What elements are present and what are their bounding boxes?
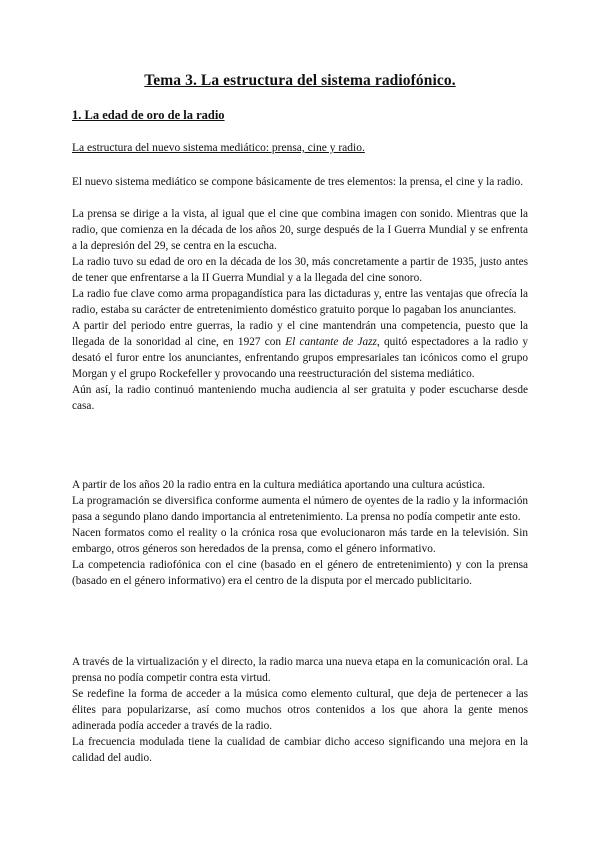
paragraph: Se redefine la forma de acceder a la música como elemento cultural, que deja de pertenecer a las élites para popularizarse, así como muchos otros contenidos a los que ahora la gente menos adinerada podía acceder a través de la radio. — [72, 688, 528, 732]
paragraph: La competencia radiofónica con el cine (basado en el género de entretenimiento) y con la prensa (basado en el género informativo) era el centro de la disputa por el mercado publicitario. — [72, 559, 528, 587]
paragraph-text: A partir del periodo entre guerras, la radio y el cine mantendrán una competencia, puesto que la llegada de la sonoridad al cine, en 1927 con — [72, 320, 528, 348]
paragraph: El nuevo sistema mediático se compone básicamente de tres elementos: la prensa, el cine y la radio. — [72, 176, 524, 188]
paragraph: La programación se diversifica conforme aumenta el número de oyentes de la radio y la información pasa a segundo plano dando importancia al entretenimiento. La prensa no podía competir ante esto. — [72, 495, 528, 523]
section-heading: 1. La edad de oro de la radio — [72, 108, 225, 122]
paragraph: La radio fue clave como arma propagandística para las dictaduras y, entre las ventajas que ofrecía la radio, estaba su carácter de entretenimiento doméstico gratuito porque lo pagaban los anunciantes. — [72, 288, 528, 316]
paragraph: La prensa se dirige a la vista, al igual que el cine que combina imagen con sonido. Mientras que la radio, que comienza en la década de los años 20, surge después de la I Guerra Mundial y se enfrenta a la depresión del 29, se centra en la escucha. — [72, 208, 528, 252]
paragraph: La frecuencia modulada tiene la cualidad de cambiar dicho acceso significando una mejora en la calidad del audio. — [72, 736, 528, 764]
paragraph: Aún así, la radio continuó manteniendo mucha audiencia al ser gratuita y poder escucharse desde casa. — [72, 384, 528, 412]
document-title: Tema 3. La estructura del sistema radiofónico. — [144, 72, 456, 89]
paragraph-text: , quitó espectadores a la radio y desató el furor entre los anunciantes, enfrentando grupos empresariales tan icónicos como el grupo Morgan y el grupo Rockefeller y provocando una reestructuración del sistema mediático. — [72, 336, 529, 380]
paragraph: A partir de los años 20 la radio entra en la cultura mediática aportando una cultura acústica. — [72, 479, 486, 491]
paragraph — [72, 318, 528, 382]
paragraph: La radio tuvo su edad de oro en la década de los 30, más concretamente a partir de 1935, justo antes de tener que enfrentarse a la II Guerra Mundial y a la llegada del cine sonoro. — [72, 256, 528, 284]
body-block-1 — [72, 174, 528, 414]
body-block-2 — [72, 477, 528, 589]
paragraph: Nacen formatos como el reality o la crónica rosa que evolucionaron más tarde en la televisión. Sin embargo, otros géneros son heredados de la prensa, como el género informativo. — [72, 527, 528, 555]
body-block-3 — [72, 654, 528, 766]
paragraph: A través de la virtualización y el directo, la radio marca una nueva etapa en la comunicación oral. La prensa no podía competir contra esta virtud. — [72, 656, 528, 684]
subsection-heading: La estructura del nuevo sistema mediático: prensa, cine y radio. — [72, 142, 365, 154]
film-title: El cantante de Jazz — [285, 336, 377, 348]
